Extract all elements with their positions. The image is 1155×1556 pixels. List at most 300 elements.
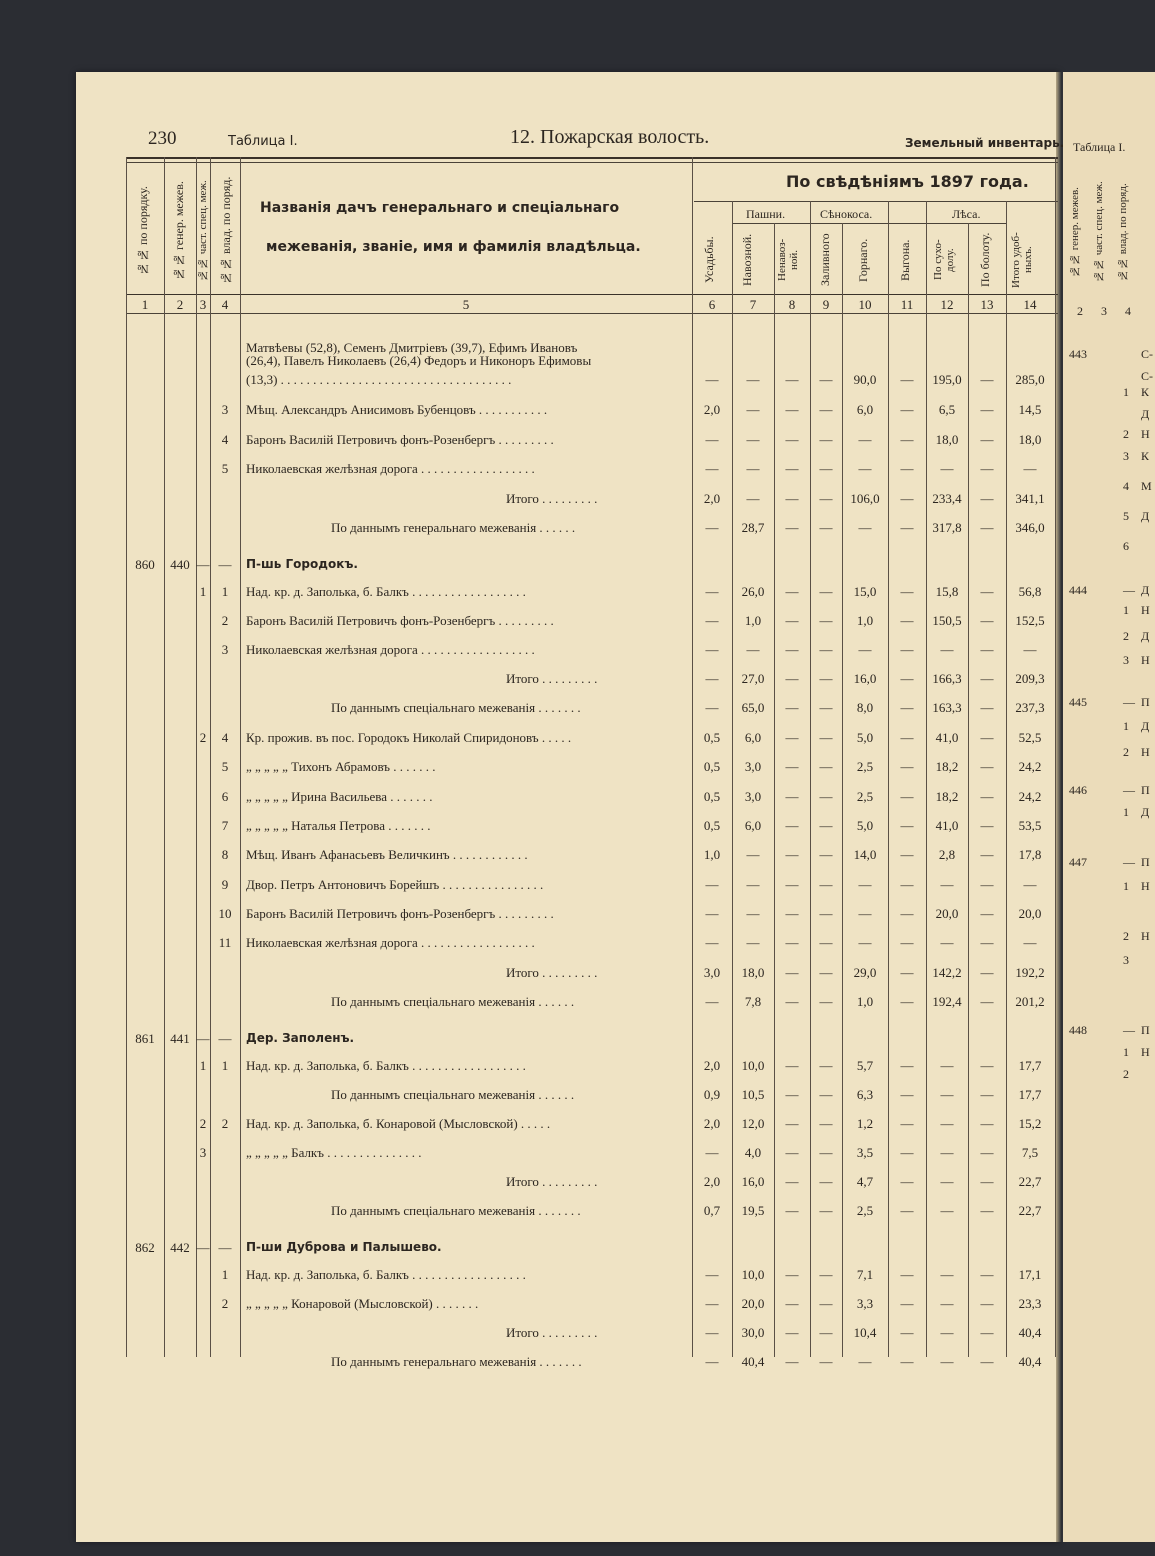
row-general-survey-number: 441 bbox=[170, 1031, 190, 1046]
row-value: — bbox=[785, 906, 799, 921]
column-number: 9 bbox=[822, 297, 830, 312]
row-owner-number: 4 bbox=[221, 730, 229, 745]
row-value: — bbox=[819, 372, 833, 387]
row-value: — bbox=[900, 847, 914, 862]
row-value: — bbox=[819, 1174, 833, 1189]
row-owner-number: 2 bbox=[221, 1296, 229, 1311]
row-special-survey-number: — bbox=[196, 1240, 210, 1255]
row-owner-number: — bbox=[218, 557, 232, 572]
row-value: — bbox=[900, 1116, 914, 1131]
row-value: — bbox=[819, 818, 833, 833]
row-value: 20,0 bbox=[741, 1296, 765, 1311]
row-value: 0,5 bbox=[703, 818, 721, 833]
row-value: — bbox=[980, 1116, 994, 1131]
right-entry-b: — bbox=[1123, 783, 1135, 797]
row-name: Итого . . . . . . . . . bbox=[506, 965, 598, 980]
right-entry-a: 443 bbox=[1069, 347, 1087, 361]
row-name: Итого . . . . . . . . . bbox=[506, 491, 598, 506]
row-value: — bbox=[785, 877, 799, 892]
row-value: 90,0 bbox=[853, 372, 877, 387]
vline-2 bbox=[196, 157, 197, 1357]
right-entry-b: 2 bbox=[1123, 1067, 1129, 1081]
row-value: 2,5 bbox=[856, 789, 874, 804]
row-value: — bbox=[819, 789, 833, 804]
row-value: 65,0 bbox=[741, 700, 765, 715]
row-order-number: 862 bbox=[135, 1240, 155, 1255]
row-value: — bbox=[785, 1116, 799, 1131]
row-value: 17,7 bbox=[1018, 1058, 1042, 1073]
row-name: П-шь Городокъ. bbox=[246, 557, 358, 571]
row-value: — bbox=[980, 1174, 994, 1189]
row-name: Николаевская желѣзная дорога . . . . . . . . . . . . . . . . . . bbox=[246, 642, 535, 657]
row-value: — bbox=[819, 520, 833, 535]
row-value: 0,7 bbox=[703, 1203, 721, 1218]
row-value: 1,2 bbox=[856, 1116, 874, 1131]
row-value: 2,0 bbox=[703, 1058, 721, 1073]
row-value: — bbox=[900, 461, 914, 476]
row-value: — bbox=[785, 1354, 799, 1369]
row-owner-number: — bbox=[218, 1031, 232, 1046]
row-value: 29,0 bbox=[853, 965, 877, 980]
right-col-number: 4 bbox=[1125, 304, 1131, 318]
right-entry-c: Н bbox=[1141, 427, 1150, 441]
row-special-survey-number: — bbox=[196, 557, 210, 572]
row-value: 4,7 bbox=[856, 1174, 874, 1189]
row-value: 53,5 bbox=[1018, 818, 1042, 833]
right-entry-b: 6 bbox=[1123, 539, 1129, 553]
row-value: 5,7 bbox=[856, 1058, 874, 1073]
row-value: 41,0 bbox=[935, 730, 959, 745]
row-value: — bbox=[746, 642, 760, 657]
row-value: 26,0 bbox=[741, 584, 765, 599]
row-value: — bbox=[900, 1354, 914, 1369]
row-value: 2,5 bbox=[856, 1203, 874, 1218]
row-value: 2,0 bbox=[703, 1174, 721, 1189]
right-entry-c: Д bbox=[1141, 805, 1150, 819]
row-value: 150,5 bbox=[932, 613, 962, 628]
row-value: 2,8 bbox=[938, 847, 956, 862]
col-header-11: Выгона. bbox=[898, 239, 912, 281]
right-entry-b: 5 bbox=[1123, 509, 1129, 523]
row-value: 0,5 bbox=[703, 730, 721, 745]
row-value: 40,4 bbox=[1018, 1325, 1042, 1340]
right-entry-c: К bbox=[1141, 385, 1150, 399]
row-value: — bbox=[980, 642, 994, 657]
row-value: 10,0 bbox=[741, 1058, 765, 1073]
row-value: — bbox=[819, 584, 833, 599]
right-entry-c: Н bbox=[1141, 653, 1150, 667]
row-value: — bbox=[940, 1174, 954, 1189]
page-number: 230 bbox=[148, 128, 177, 149]
row-value: 3,3 bbox=[856, 1296, 874, 1311]
column-number: 13 bbox=[980, 297, 994, 312]
row-value: — bbox=[858, 520, 872, 535]
col-header-3: №№ част. спец. меж. bbox=[197, 180, 209, 282]
row-name: По даннымъ спеціальнаго межеванія . . . . . . . bbox=[331, 700, 581, 715]
right-entry-c: П bbox=[1141, 695, 1150, 709]
group-header-lesa: Лѣса. bbox=[952, 207, 981, 221]
row-value: — bbox=[980, 1145, 994, 1160]
row-owner-number: 3 bbox=[221, 642, 229, 657]
row-value: — bbox=[705, 1325, 719, 1340]
row-value: — bbox=[705, 1267, 719, 1282]
row-value: — bbox=[940, 642, 954, 657]
right-col-number: 2 bbox=[1077, 304, 1083, 318]
row-value: 4,0 bbox=[744, 1145, 762, 1160]
row-value: — bbox=[785, 402, 799, 417]
row-value: — bbox=[858, 935, 872, 950]
column-number: 3 bbox=[199, 297, 207, 312]
row-special-survey-number: 3 bbox=[199, 1145, 207, 1160]
right-entry-c: К bbox=[1141, 449, 1150, 463]
column-number-rule bbox=[126, 313, 1058, 314]
row-name: „ „ „ „ „ Тихонъ Абрамовъ . . . . . . . bbox=[246, 759, 436, 774]
vline-3 bbox=[210, 157, 211, 1357]
section-label: Земельный инвентарь. bbox=[905, 136, 1065, 150]
row-value: — bbox=[785, 789, 799, 804]
row-order-number: 861 bbox=[135, 1031, 155, 1046]
right-entry-c: Д bbox=[1141, 629, 1150, 643]
row-value: — bbox=[900, 759, 914, 774]
row-value: 3,5 bbox=[856, 1145, 874, 1160]
row-owner-number: 9 bbox=[221, 877, 229, 892]
row-value: — bbox=[858, 1354, 872, 1369]
row-value: — bbox=[705, 935, 719, 950]
right-entry-a: 446 bbox=[1069, 783, 1087, 797]
row-name: Матвѣевы (52,8), Семенъ Дмитріевъ (39,7), Ефимъ Ивановъ bbox=[246, 340, 578, 355]
row-value: 1,0 bbox=[703, 847, 721, 862]
row-name: Дер. Заполенъ. bbox=[246, 1031, 355, 1045]
row-value: — bbox=[705, 613, 719, 628]
row-value: — bbox=[785, 935, 799, 950]
row-owner-number: 5 bbox=[221, 759, 229, 774]
row-value: 1,0 bbox=[744, 613, 762, 628]
row-value: — bbox=[980, 1296, 994, 1311]
col-header-5-line2: межеванія, званіе, имя и фамилія владѣльца. bbox=[266, 239, 641, 255]
row-value: — bbox=[785, 730, 799, 745]
row-value: 16,0 bbox=[741, 1174, 765, 1189]
row-special-survey-number: 2 bbox=[199, 730, 207, 745]
row-value: — bbox=[785, 372, 799, 387]
row-value: 17,1 bbox=[1018, 1267, 1042, 1282]
row-name: Кр. прожив. въ пос. Городокъ Николай Спиридоновъ . . . . . bbox=[246, 730, 572, 745]
row-value: — bbox=[900, 1087, 914, 1102]
row-value: — bbox=[785, 461, 799, 476]
row-value: — bbox=[705, 1296, 719, 1311]
right-entry-b: 3 bbox=[1123, 653, 1129, 667]
row-value: 341,1 bbox=[1015, 491, 1045, 506]
row-value: — bbox=[819, 877, 833, 892]
row-value: — bbox=[940, 1267, 954, 1282]
column-number: 12 bbox=[940, 297, 954, 312]
row-value: — bbox=[980, 613, 994, 628]
vline-0 bbox=[126, 157, 127, 1357]
vline-4 bbox=[240, 157, 241, 1357]
row-value: — bbox=[900, 700, 914, 715]
row-name: Итого . . . . . . . . . bbox=[506, 1325, 598, 1340]
row-value: 2,5 bbox=[856, 759, 874, 774]
row-value: — bbox=[940, 1296, 954, 1311]
right-entry-b: 3 bbox=[1123, 953, 1129, 967]
row-value: 209,3 bbox=[1015, 671, 1045, 686]
row-value: — bbox=[1023, 461, 1037, 476]
row-value: — bbox=[819, 1267, 833, 1282]
row-value: 0,9 bbox=[703, 1087, 721, 1102]
row-value: — bbox=[980, 491, 994, 506]
right-col-header: №№ генер. межев. bbox=[1069, 187, 1081, 277]
row-name: Николаевская желѣзная дорога . . . . . . . . . . . . . . . . . . bbox=[246, 461, 535, 476]
row-value: — bbox=[900, 642, 914, 657]
row-value: — bbox=[785, 491, 799, 506]
row-value: — bbox=[980, 700, 994, 715]
row-value: — bbox=[785, 759, 799, 774]
row-value: — bbox=[819, 1058, 833, 1073]
col-header-8: Ненавоз-ной. bbox=[776, 238, 800, 282]
col-header-4: №№ влад. по поряд. bbox=[219, 176, 233, 286]
row-value: — bbox=[980, 877, 994, 892]
row-owner-number: 6 bbox=[221, 789, 229, 804]
row-value: — bbox=[705, 372, 719, 387]
row-value: 317,8 bbox=[932, 520, 962, 535]
row-value: — bbox=[785, 994, 799, 1009]
row-value: — bbox=[705, 671, 719, 686]
row-value: — bbox=[785, 1325, 799, 1340]
row-owner-number: 1 bbox=[221, 1267, 229, 1282]
col-header-6: Усадьбы. bbox=[702, 236, 716, 284]
right-entry-b: — bbox=[1123, 583, 1135, 597]
right-entry-b: 4 bbox=[1123, 479, 1129, 493]
row-name: По даннымъ генеральнаго межеванія . . . . . . bbox=[331, 520, 576, 535]
row-name: По даннымъ спеціальнаго межеванія . . . . . . . bbox=[331, 1203, 581, 1218]
row-value: 14,5 bbox=[1018, 402, 1042, 417]
row-value: — bbox=[858, 877, 872, 892]
row-name: Баронъ Василій Петровичъ фонъ-Розенбергъ . . . . . . . . . bbox=[246, 906, 554, 921]
row-general-survey-number: 440 bbox=[170, 557, 190, 572]
row-value: — bbox=[1023, 642, 1037, 657]
row-value: — bbox=[819, 935, 833, 950]
row-value: — bbox=[819, 1325, 833, 1340]
row-value: — bbox=[705, 584, 719, 599]
row-value: — bbox=[819, 642, 833, 657]
right-entry-c: Д bbox=[1141, 583, 1150, 597]
row-value: 40,4 bbox=[741, 1354, 765, 1369]
row-value: — bbox=[980, 584, 994, 599]
row-value: — bbox=[785, 818, 799, 833]
row-name: Двор. Петръ Антоновичъ Борейшъ . . . . . . . . . . . . . . . . bbox=[246, 877, 544, 892]
row-value: 152,5 bbox=[1015, 613, 1045, 628]
col-header-1: №№ по порядку. bbox=[136, 186, 150, 276]
row-owner-number: 10 bbox=[218, 906, 232, 921]
row-value: 192,2 bbox=[1015, 965, 1045, 980]
row-value: 1,0 bbox=[856, 994, 874, 1009]
col-header-9: Заливного bbox=[818, 233, 832, 287]
right-col-header: №№ част. спец. меж. bbox=[1093, 181, 1105, 283]
column-number: 1 bbox=[141, 297, 149, 312]
row-value: — bbox=[980, 935, 994, 950]
row-value: 19,5 bbox=[741, 1203, 765, 1218]
row-value: 27,0 bbox=[741, 671, 765, 686]
row-value: — bbox=[940, 1145, 954, 1160]
row-value: — bbox=[785, 1174, 799, 1189]
row-value: — bbox=[980, 1087, 994, 1102]
row-name: Над. кр. д. Заполька, б. Балкъ . . . . . . . . . . . . . . . . . . bbox=[246, 1058, 526, 1073]
row-value: — bbox=[1023, 877, 1037, 892]
row-value: — bbox=[980, 1203, 994, 1218]
col-header-7: Навозной. bbox=[740, 233, 754, 287]
row-value: — bbox=[705, 1354, 719, 1369]
row-value: — bbox=[746, 432, 760, 447]
row-value: 2,0 bbox=[703, 1116, 721, 1131]
right-entry-b: 2 bbox=[1123, 745, 1129, 759]
row-value: — bbox=[785, 1087, 799, 1102]
row-value: — bbox=[746, 906, 760, 921]
row-value: 285,0 bbox=[1015, 372, 1045, 387]
row-value: — bbox=[980, 730, 994, 745]
right-entry-b: — bbox=[1123, 855, 1135, 869]
row-value: — bbox=[785, 520, 799, 535]
row-value: — bbox=[705, 520, 719, 535]
table-label: Таблица I. bbox=[228, 134, 298, 149]
row-value: — bbox=[900, 1174, 914, 1189]
row-value: — bbox=[980, 847, 994, 862]
row-value: — bbox=[940, 461, 954, 476]
column-number: 4 bbox=[221, 297, 229, 312]
column-number: 6 bbox=[708, 297, 716, 312]
row-value: 2,0 bbox=[703, 402, 721, 417]
row-value: 10,4 bbox=[853, 1325, 877, 1340]
row-name: П-ши Дуброва и Палышево. bbox=[246, 1240, 442, 1254]
row-value: — bbox=[858, 642, 872, 657]
row-value: 22,7 bbox=[1018, 1174, 1042, 1189]
right-entry-c: Н bbox=[1141, 745, 1150, 759]
row-value: — bbox=[819, 965, 833, 980]
row-value: 0,5 bbox=[703, 759, 721, 774]
row-value: 5,0 bbox=[856, 730, 874, 745]
row-value: — bbox=[900, 1145, 914, 1160]
row-value: — bbox=[819, 994, 833, 1009]
row-name: „ „ „ „ „ Наталья Петрова . . . . . . . bbox=[246, 818, 431, 833]
right-entry-c: П bbox=[1141, 783, 1150, 797]
row-value: — bbox=[900, 965, 914, 980]
row-value: 237,3 bbox=[1015, 700, 1045, 715]
row-value: — bbox=[900, 613, 914, 628]
row-value: — bbox=[900, 671, 914, 686]
row-value: 233,4 bbox=[932, 491, 962, 506]
row-value: — bbox=[858, 906, 872, 921]
right-entry-c: Д bbox=[1141, 719, 1150, 733]
row-value: — bbox=[900, 994, 914, 1009]
row-owner-number: 3 bbox=[221, 402, 229, 417]
row-value: 6,0 bbox=[856, 402, 874, 417]
right-entry-b: 1 bbox=[1123, 879, 1129, 893]
row-value: — bbox=[819, 432, 833, 447]
row-value: 8,0 bbox=[856, 700, 874, 715]
header-bottom-rule bbox=[126, 294, 1058, 295]
group-rule bbox=[694, 201, 1058, 202]
row-value: — bbox=[900, 584, 914, 599]
column-number: 10 bbox=[858, 297, 872, 312]
col-header-10: Горнаго. bbox=[856, 238, 870, 282]
col-header-14: Итого удоб-ныхъ. bbox=[1010, 232, 1034, 288]
row-name: Баронъ Василій Петровичъ фонъ-Розенбергъ . . . . . . . . . bbox=[246, 432, 554, 447]
right-col-header: №№ влад. по поряд. bbox=[1117, 183, 1129, 281]
row-value: 195,0 bbox=[932, 372, 962, 387]
row-name: Итого . . . . . . . . . bbox=[506, 671, 598, 686]
right-entry-c: П bbox=[1141, 855, 1150, 869]
right-entry-c: Н bbox=[1141, 929, 1150, 943]
row-name: По даннымъ генеральнаго межеванія . . . . . . . bbox=[331, 1354, 582, 1369]
vline-1 bbox=[164, 157, 165, 1357]
row-value: — bbox=[705, 432, 719, 447]
row-value: 15,0 bbox=[853, 584, 877, 599]
row-value: — bbox=[900, 789, 914, 804]
right-entry-c: Н bbox=[1141, 1045, 1150, 1059]
row-value: — bbox=[900, 372, 914, 387]
row-value: — bbox=[705, 906, 719, 921]
row-name: По даннымъ спеціальнаго межеванія . . . . . . bbox=[331, 994, 575, 1009]
right-entry-c: М bbox=[1141, 479, 1152, 493]
row-value: — bbox=[940, 1354, 954, 1369]
right-entry-a: 448 bbox=[1069, 1023, 1087, 1037]
row-value: — bbox=[785, 642, 799, 657]
row-value: 163,3 bbox=[932, 700, 962, 715]
inventory-table bbox=[126, 157, 1058, 1369]
row-value: — bbox=[900, 432, 914, 447]
row-value: — bbox=[819, 613, 833, 628]
row-value: 40,4 bbox=[1018, 1354, 1042, 1369]
row-value: 56,8 bbox=[1018, 584, 1042, 599]
row-value: — bbox=[819, 402, 833, 417]
row-value: — bbox=[746, 491, 760, 506]
row-value: 24,2 bbox=[1018, 789, 1042, 804]
row-special-survey-number: 1 bbox=[199, 1058, 207, 1073]
row-value: — bbox=[980, 402, 994, 417]
row-value: — bbox=[858, 432, 872, 447]
row-value: 12,0 bbox=[741, 1116, 765, 1131]
row-value: — bbox=[980, 818, 994, 833]
row-value: 1,0 bbox=[856, 613, 874, 628]
row-value: 192,4 bbox=[932, 994, 962, 1009]
row-value: 7,5 bbox=[1021, 1145, 1039, 1160]
row-value: — bbox=[819, 1296, 833, 1311]
row-value: — bbox=[785, 1296, 799, 1311]
group-header-1897: По свѣдѣніямъ 1897 года. bbox=[786, 172, 1029, 191]
row-name: (13,3) . . . . . . . . . . . . . . . . . . . . . . . . . . . . . . . . . . . . bbox=[246, 372, 512, 387]
row-value: 28,7 bbox=[741, 520, 765, 535]
row-value: — bbox=[980, 759, 994, 774]
right-entry-b: 1 bbox=[1123, 603, 1129, 617]
row-value: 30,0 bbox=[741, 1325, 765, 1340]
row-name: „ „ „ „ „ Конаровой (Мысловской) . . . . . . . bbox=[246, 1296, 479, 1311]
row-value: — bbox=[746, 877, 760, 892]
row-value: — bbox=[900, 1325, 914, 1340]
row-value: — bbox=[785, 1145, 799, 1160]
right-entry-c: С- bbox=[1141, 369, 1153, 383]
row-value: 15,2 bbox=[1018, 1116, 1042, 1131]
row-value: — bbox=[819, 730, 833, 745]
row-value: 18,0 bbox=[1018, 432, 1042, 447]
group-header-pashni: Пашни. bbox=[746, 207, 786, 221]
row-special-survey-number: 1 bbox=[199, 584, 207, 599]
col-header-2: №№ генер. межев. bbox=[172, 181, 186, 281]
row-value: 22,7 bbox=[1018, 1203, 1042, 1218]
row-name: Николаевская желѣзная дорога . . . . . . . . . . . . . . . . . . bbox=[246, 935, 535, 950]
group-header-senokosa: Сѣнокоса. bbox=[820, 207, 873, 221]
row-value: — bbox=[819, 1116, 833, 1131]
row-value: — bbox=[900, 906, 914, 921]
right-entry-b: 2 bbox=[1123, 929, 1129, 943]
row-value: — bbox=[705, 1145, 719, 1160]
